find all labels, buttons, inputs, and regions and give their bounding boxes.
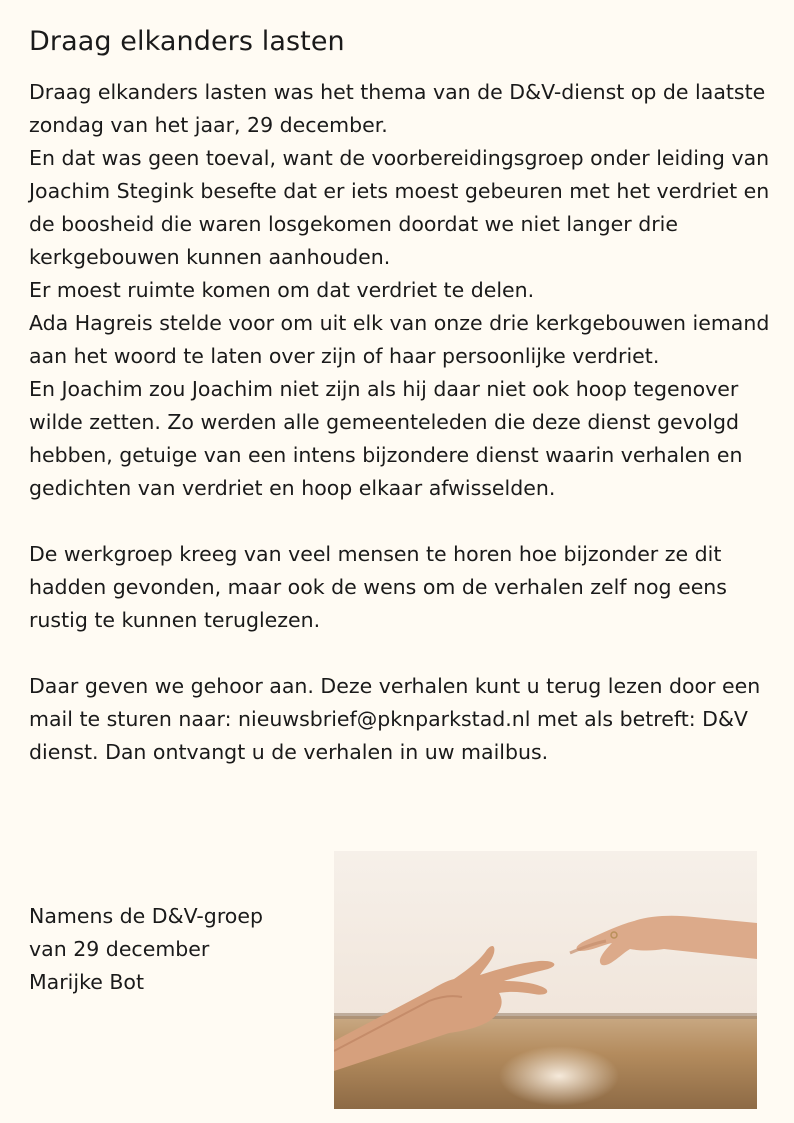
signature-block bbox=[29, 900, 329, 999]
reaching-hands-icon bbox=[334, 851, 757, 1109]
signature-line-group: Namens de D&V-groep bbox=[29, 904, 263, 928]
paragraph-feedback: De werkgroep kreeg van veel mensen te horen hoe bijzonder ze dit hadden gevonden, maar ook de wens om de verhalen zelf nog eens rustig te kunnen teruglezen. bbox=[29, 542, 727, 632]
paragraph-request: Daar geven we gehoor aan. Deze verhalen kunt u terug lezen door een mail te sturen naar: nieuwsbrief@pknparkstad.nl met als betreft: D&V dienst. Dan ontvangt u de verhalen in uw mailbus. bbox=[29, 674, 761, 764]
paragraph-context: En dat was geen toeval, want de voorbereidingsgroep onder leiding van Joachim Stegink besefte dat er iets moest gebeuren met het verdriet en de boosheid die waren losgekomen doordat we niet langer drie kerkgebouwen kunnen aanhouden. bbox=[29, 146, 770, 269]
reaching-hands-photo bbox=[334, 851, 757, 1109]
signature-name: Marijke Bot bbox=[29, 970, 144, 994]
page-title: Draag elkanders lasten bbox=[29, 26, 345, 57]
article-body bbox=[29, 76, 774, 769]
paragraph-hope: En Joachim zou Joachim niet zijn als hij daar niet ook hoop tegenover wilde zetten. Zo werden alle gemeenteleden die deze dienst gevolgd hebben, getuige van een intens bijzondere dienst waarin verhalen en gedichten van verdriet en hoop elkaar afwisselden. bbox=[29, 377, 743, 500]
paragraph-intro: Draag elkanders lasten was het thema van de D&V-dienst op de laatste zondag van het jaar, 29 december. bbox=[29, 80, 766, 137]
paragraph-proposal: Ada Hagreis stelde voor om uit elk van onze drie kerkgebouwen iemand aan het woord te laten over zijn of haar persoonlijke verdriet. bbox=[29, 311, 770, 368]
paragraph-space: Er moest ruimte komen om dat verdriet te delen. bbox=[29, 278, 535, 302]
signature-line-date: van 29 december bbox=[29, 937, 210, 961]
